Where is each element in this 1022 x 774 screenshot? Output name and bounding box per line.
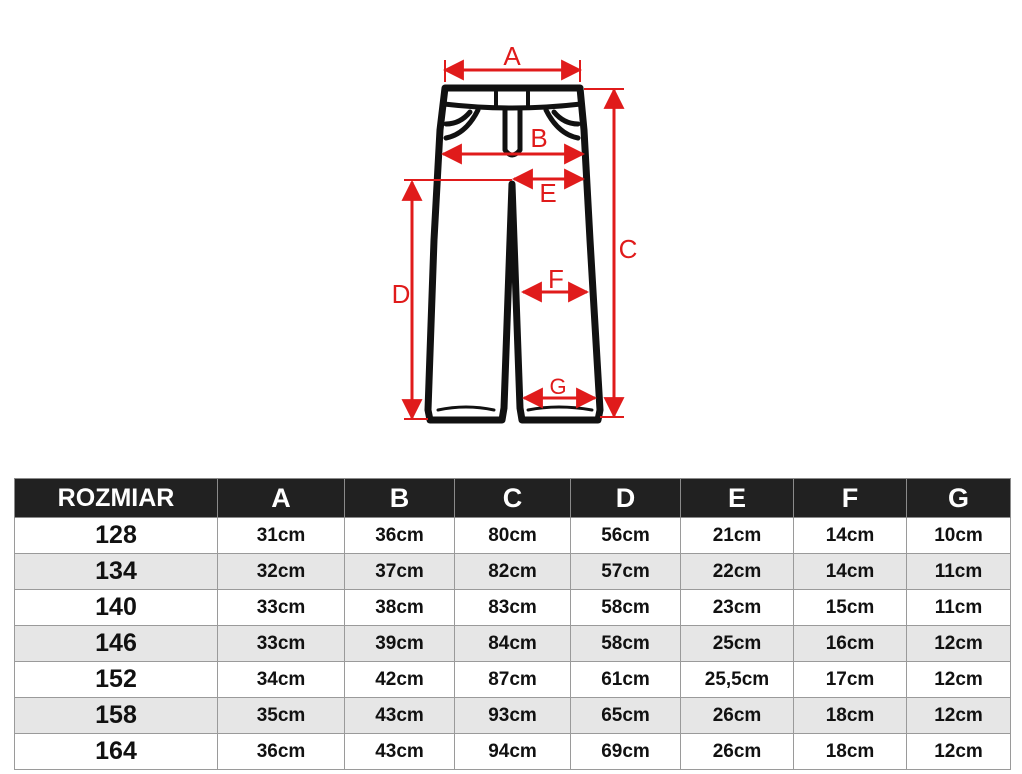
- cell-f: 17cm: [794, 662, 907, 698]
- cell-d: 57cm: [571, 554, 681, 590]
- cell-c: 84cm: [455, 626, 571, 662]
- cell-b: 43cm: [345, 734, 455, 770]
- cell-d: 69cm: [571, 734, 681, 770]
- cell-b: 38cm: [345, 590, 455, 626]
- pants-icon: [428, 88, 600, 420]
- cell-d: 65cm: [571, 698, 681, 734]
- cell-b: 43cm: [345, 698, 455, 734]
- cell-a: 32cm: [218, 554, 345, 590]
- cell-size: 164: [15, 734, 218, 770]
- cell-size: 134: [15, 554, 218, 590]
- cell-e: 26cm: [681, 734, 794, 770]
- cell-d: 58cm: [571, 626, 681, 662]
- cell-g: 10cm: [907, 518, 1011, 554]
- cell-size: 158: [15, 698, 218, 734]
- label-f: F: [548, 264, 564, 294]
- label-g: G: [549, 374, 567, 399]
- cell-g: 12cm: [907, 662, 1011, 698]
- cell-c: 94cm: [455, 734, 571, 770]
- table-row: [15, 698, 1011, 734]
- label-b: B: [530, 123, 548, 153]
- cell-e: 22cm: [681, 554, 794, 590]
- cell-c: 82cm: [455, 554, 571, 590]
- header-g: G: [907, 479, 1011, 518]
- table-row: [15, 554, 1011, 590]
- cell-g: 12cm: [907, 734, 1011, 770]
- cell-g: 11cm: [907, 590, 1011, 626]
- cell-a: 34cm: [218, 662, 345, 698]
- cell-e: 25,5cm: [681, 662, 794, 698]
- header-f: F: [794, 479, 907, 518]
- cell-f: 14cm: [794, 554, 907, 590]
- cell-f: 18cm: [794, 698, 907, 734]
- header-rozmiar: ROZMIAR: [15, 479, 218, 518]
- cell-size: 146: [15, 626, 218, 662]
- cell-c: 93cm: [455, 698, 571, 734]
- header-a: A: [218, 479, 345, 518]
- cell-a: 31cm: [218, 518, 345, 554]
- label-d: D: [391, 279, 411, 309]
- table-row: [15, 626, 1011, 662]
- cell-b: 36cm: [345, 518, 455, 554]
- cell-e: 23cm: [681, 590, 794, 626]
- cell-d: 56cm: [571, 518, 681, 554]
- cell-size: 152: [15, 662, 218, 698]
- header-c: C: [455, 479, 571, 518]
- cell-f: 18cm: [794, 734, 907, 770]
- cell-b: 37cm: [345, 554, 455, 590]
- cell-g: 12cm: [907, 698, 1011, 734]
- cell-b: 39cm: [345, 626, 455, 662]
- table-row: [15, 590, 1011, 626]
- cell-a: 35cm: [218, 698, 345, 734]
- cell-f: 14cm: [794, 518, 907, 554]
- cell-f: 16cm: [794, 626, 907, 662]
- size-table: [14, 478, 1011, 770]
- cell-size: 128: [15, 518, 218, 554]
- cell-g: 11cm: [907, 554, 1011, 590]
- cell-d: 61cm: [571, 662, 681, 698]
- table-row: [15, 518, 1011, 554]
- table-row: [15, 662, 1011, 698]
- cell-a: 36cm: [218, 734, 345, 770]
- label-e: E: [539, 178, 557, 208]
- cell-a: 33cm: [218, 590, 345, 626]
- cell-e: 21cm: [681, 518, 794, 554]
- cell-b: 42cm: [345, 662, 455, 698]
- cell-f: 15cm: [794, 590, 907, 626]
- cell-a: 33cm: [218, 626, 345, 662]
- label-c: C: [618, 234, 638, 264]
- cell-e: 26cm: [681, 698, 794, 734]
- header-e: E: [681, 479, 794, 518]
- cell-size: 140: [15, 590, 218, 626]
- cell-e: 25cm: [681, 626, 794, 662]
- header-b: B: [345, 479, 455, 518]
- cell-g: 12cm: [907, 626, 1011, 662]
- label-a: A: [503, 41, 521, 71]
- header-d: D: [571, 479, 681, 518]
- cell-c: 83cm: [455, 590, 571, 626]
- cell-d: 58cm: [571, 590, 681, 626]
- table-row: [15, 734, 1011, 770]
- table-header-row: [15, 479, 1011, 518]
- cell-c: 87cm: [455, 662, 571, 698]
- cell-c: 80cm: [455, 518, 571, 554]
